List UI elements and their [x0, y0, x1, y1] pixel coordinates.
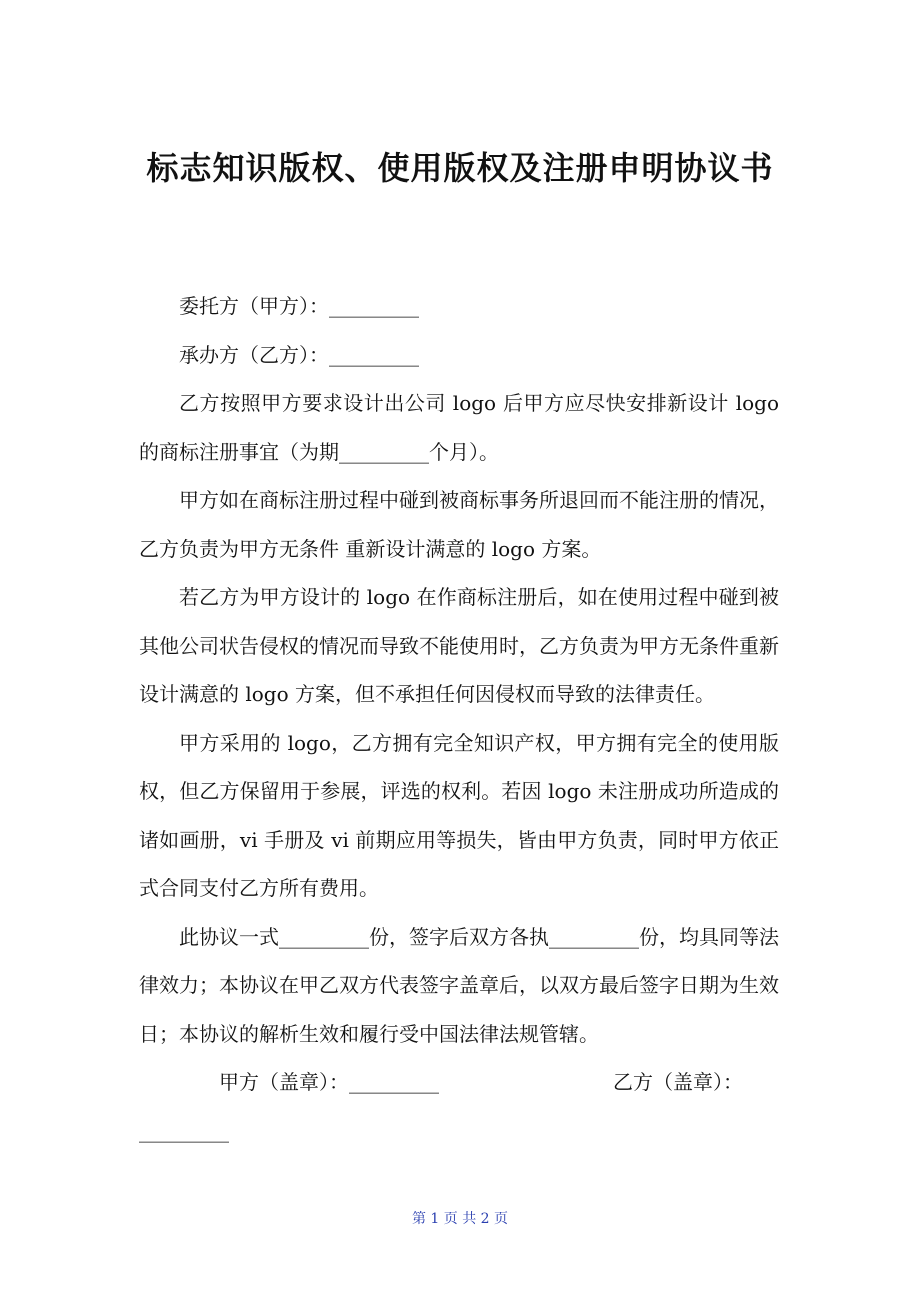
- page-number: 第 1 页 共 2 页: [411, 1211, 509, 1227]
- clause-registration: 乙方按照甲方要求设计出公司 logo 后甲方应尽快安排新设计 logo 的商标注册事宜（为期_________个月）。: [139, 391, 779, 464]
- clause-copyright: 甲方采用的 logo，乙方拥有完全知识产权，甲方拥有完全的使用版权，但乙方保留用于参展，评选的权利。若因 logo 未注册成功所造成的诸如画册，vi 手册及 vi 前期应用等损失，皆由甲方负责，同时甲方依正式合同支付乙方所有费用。: [139, 730, 779, 900]
- clause-copies: 此协议一式_________份，签字后双方各执_________份，均具同等法律效力；本协议在甲乙双方代表签字盖章后，以双方最后签字日期为生效日；本协议的解析生效和履行受中国法律法规管辖。: [139, 924, 779, 1046]
- document-title: 标志知识版权、使用版权及注册申明协议书: [146, 149, 774, 187]
- contractor-line: 承办方（乙方）：_________: [179, 342, 419, 367]
- party-a-seal: 甲方（盖章）：_________: [219, 1070, 439, 1094]
- client-line: 委托方（甲方）：_________: [179, 294, 419, 318]
- signature-row: [139, 1058, 779, 1107]
- document-body: [139, 282, 779, 1155]
- party-b-seal: 乙方（盖章）：: [613, 1070, 743, 1094]
- clause-rejection: 甲方如在商标注册过程中碰到被商标事务所退回而不能注册的情况，乙方负责为甲方无条件 重新设计满意的 logo 方案。: [139, 488, 779, 561]
- party-b-blank: _________: [139, 1118, 229, 1143]
- clause-infringement: 若乙方为甲方设计的 logo 在作商标注册后，如在使用过程中碰到被其他公司状告侵权的情况而导致不能使用时，乙方负责为甲方无条件重新设计满意的 logo 方案，但不承担任何因侵权而导致的法律责任。: [139, 585, 779, 706]
